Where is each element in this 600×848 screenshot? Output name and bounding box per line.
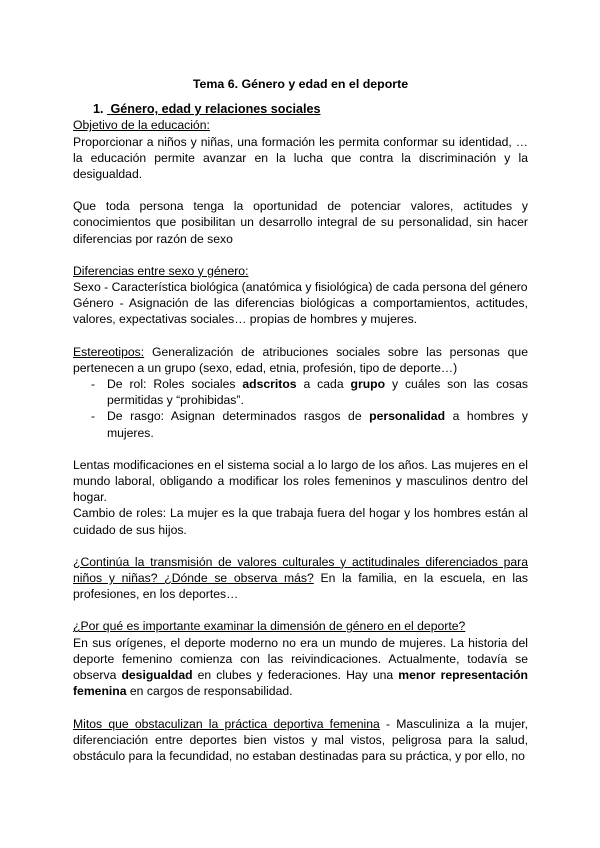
dimension-paragraph bbox=[73, 635, 528, 700]
definition-genero: Género - Asignación de las diferencias biológicas a comportamientos, actitudes, valores, expectativas sociales… propias de hombres y mujeres. bbox=[73, 296, 528, 327]
objetivo-paragraph-1: Proporcionar a niños y niñas, una formación les permita conformar su identidad, … la educación permite avanzar en la lucha que contra la discriminación y la desigualdad. bbox=[73, 134, 528, 182]
spacer bbox=[73, 602, 528, 618]
spacer bbox=[73, 538, 528, 554]
list-item bbox=[73, 408, 528, 440]
section-heading-text: Género, edad y relaciones sociales bbox=[110, 102, 321, 117]
transmision-answer: En la familia, en la escuela, en las profesiones, en los deportes… bbox=[73, 571, 528, 602]
mitos-text: - Masculiniza a la mujer, diferenciación entre deportes bien vistos y mal vistos, peligrosa para la salud, obstáculo para la fecundidad, no estaban destinadas para su práctica, y por ello, no bbox=[73, 716, 528, 763]
objetivo-label: Objetivo de la educación: bbox=[73, 118, 210, 133]
diferencias-label: Diferencias entre sexo y género: bbox=[73, 263, 249, 278]
dimension-text: en clubes y federaciones. Hay una bbox=[192, 668, 399, 683]
objetivo-paragraph-2: Que toda persona tenga la oportunidad de potenciar valores, actitudes y conocimientos que posibilitan un desarrollo integral de su personalidad, sin hacer diferencias por razón de sexo bbox=[73, 199, 528, 246]
dimension-question: ¿Por qué es importante examinar la dimensión de género en el deporte? bbox=[73, 619, 466, 634]
transmision-paragraph bbox=[73, 554, 528, 603]
list-item bbox=[73, 376, 528, 408]
cambio-roles-paragraph: Cambio de roles: La mujer es la que trabaja fuera del hogar y los hombres están al cuidado de sus hijos. bbox=[73, 506, 528, 537]
section-heading bbox=[93, 101, 528, 117]
rol-text: De rol: Roles sociales bbox=[107, 377, 243, 392]
spacer bbox=[73, 328, 528, 344]
rasgo-bold-personalidad: personalidad bbox=[369, 409, 446, 424]
spacer bbox=[73, 700, 528, 716]
estereotipos-label: Estereotipos: bbox=[73, 344, 145, 359]
estereotipos-paragraph bbox=[73, 344, 528, 376]
section-number: 1. bbox=[93, 102, 104, 117]
spacer bbox=[73, 247, 528, 263]
rol-text: y cuáles son las cosas permitidas y “prohibidas”. bbox=[107, 377, 528, 408]
lentas-paragraph: Lentas modificaciones en el sistema social a lo largo de los años. Las mujeres en el mundo laboral, obligando a modificar los roles femeninos y masculinos dentro del hogar. bbox=[73, 457, 528, 505]
rol-bold-adscritos: adscritos bbox=[242, 377, 297, 392]
dimension-text: En sus orígenes, el deporte moderno no era un mundo de mujeres. La historia del deporte femenino comienza con las reivindicaciones. Actualmente, todavía se observa bbox=[73, 635, 528, 683]
bold-menor-representacion: menor representación femenina bbox=[73, 668, 528, 699]
rasgo-text: De rasgo: Asignan determinados rasgos de bbox=[107, 409, 370, 424]
document-page bbox=[73, 76, 528, 764]
dimension-text: en cargos de responsabilidad. bbox=[126, 684, 293, 699]
spacer bbox=[73, 182, 528, 198]
mitos-paragraph bbox=[73, 716, 528, 765]
bold-desigualdad: desigualdad bbox=[121, 668, 193, 683]
transmision-question: ¿Continúa la transmisión de valores culturales y actitudinales diferenciados para niños y niñas? ¿Dónde se observa más? bbox=[73, 554, 528, 586]
estereotipos-list bbox=[73, 376, 528, 441]
document-title: Tema 6. Género y edad en el deporte bbox=[192, 77, 409, 91]
rol-text: a cada bbox=[296, 377, 351, 392]
rasgo-text: a hombres y mujeres. bbox=[107, 409, 528, 440]
mitos-label: Mitos que obstaculizan la práctica deportiva femenina bbox=[73, 716, 380, 731]
rol-bold-grupo: grupo bbox=[350, 377, 386, 392]
estereotipos-definition: Generalización de atribuciones sociales sobre las personas que pertenecen a un grupo (sexo, edad, etnia, profesión, tipo de deporte…) bbox=[73, 344, 528, 375]
definition-sexo: Sexo - Característica biológica (anatómica y fisiológica) de cada persona del género bbox=[73, 280, 528, 295]
spacer bbox=[73, 441, 528, 457]
